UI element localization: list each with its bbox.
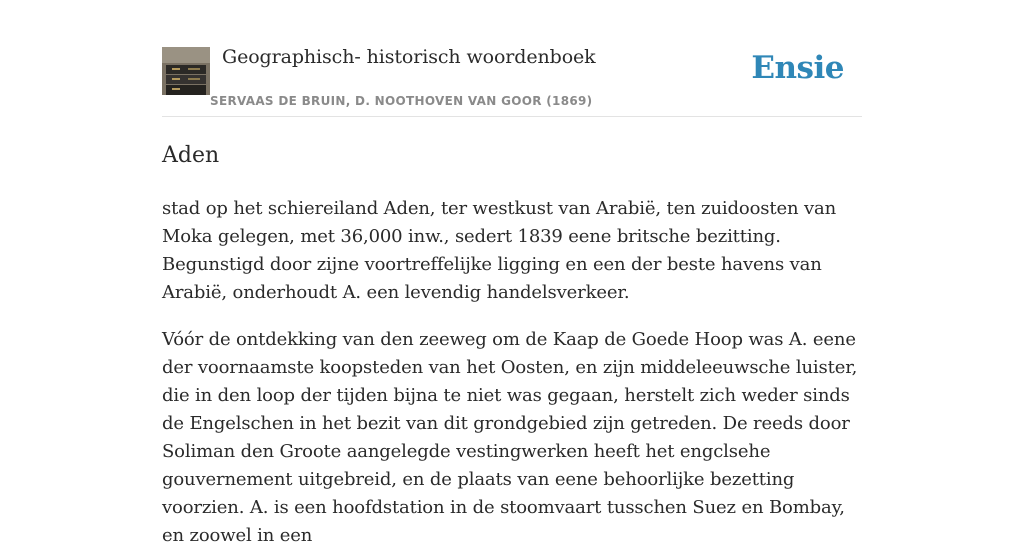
entry-body: [162, 195, 862, 550]
ensie-logo-link[interactable]: Ensie: [751, 50, 844, 86]
page: [162, 0, 862, 550]
book-cover-icon: [162, 47, 210, 95]
book-title-link[interactable]: Geographisch- historisch woordenboek: [222, 46, 596, 68]
entry-paragraph: Vóór de ontdekking van den zeeweg om de Kaap de Goede Hoop was A. eene der voornaamste koopsteden van het Oosten, en zijn middeleeuwsche luister, die in den loop der tijden bijna te niet was gegaan, herstelt zich weder sinds de Engelschen in het bezit van dit grondgebied zijn getreden. De reeds door Soliman den Groote aangelegde vestingwerken heeft het engclsehe gouvernement uitgebreid, en de plaats van eene behoorlijke bezetting voorzien. A. is een hoofdstation in de stoomvaart tusschen Suez en Bombay, en zoowel in een: [162, 329, 858, 546]
entry-title: Aden: [162, 143, 220, 168]
book-cover-avatar[interactable]: [162, 47, 210, 95]
book-header: [162, 0, 862, 117]
entry-paragraph: stad op het schiereiland Aden, ter westkust van Arabië, ten zuidoosten van Moka gelegen, met 36,000 inw., sedert 1839 eene britsche bezitting. Begunstigd door zijne voortreffelijke ligging en een der beste havens van Arabië, onderhoudt A. een levendig handelsverkeer.: [162, 198, 837, 303]
book-author: SERVAAS DE BRUIN, D. NOOTHOVEN VAN GOOR (1869): [210, 94, 593, 108]
